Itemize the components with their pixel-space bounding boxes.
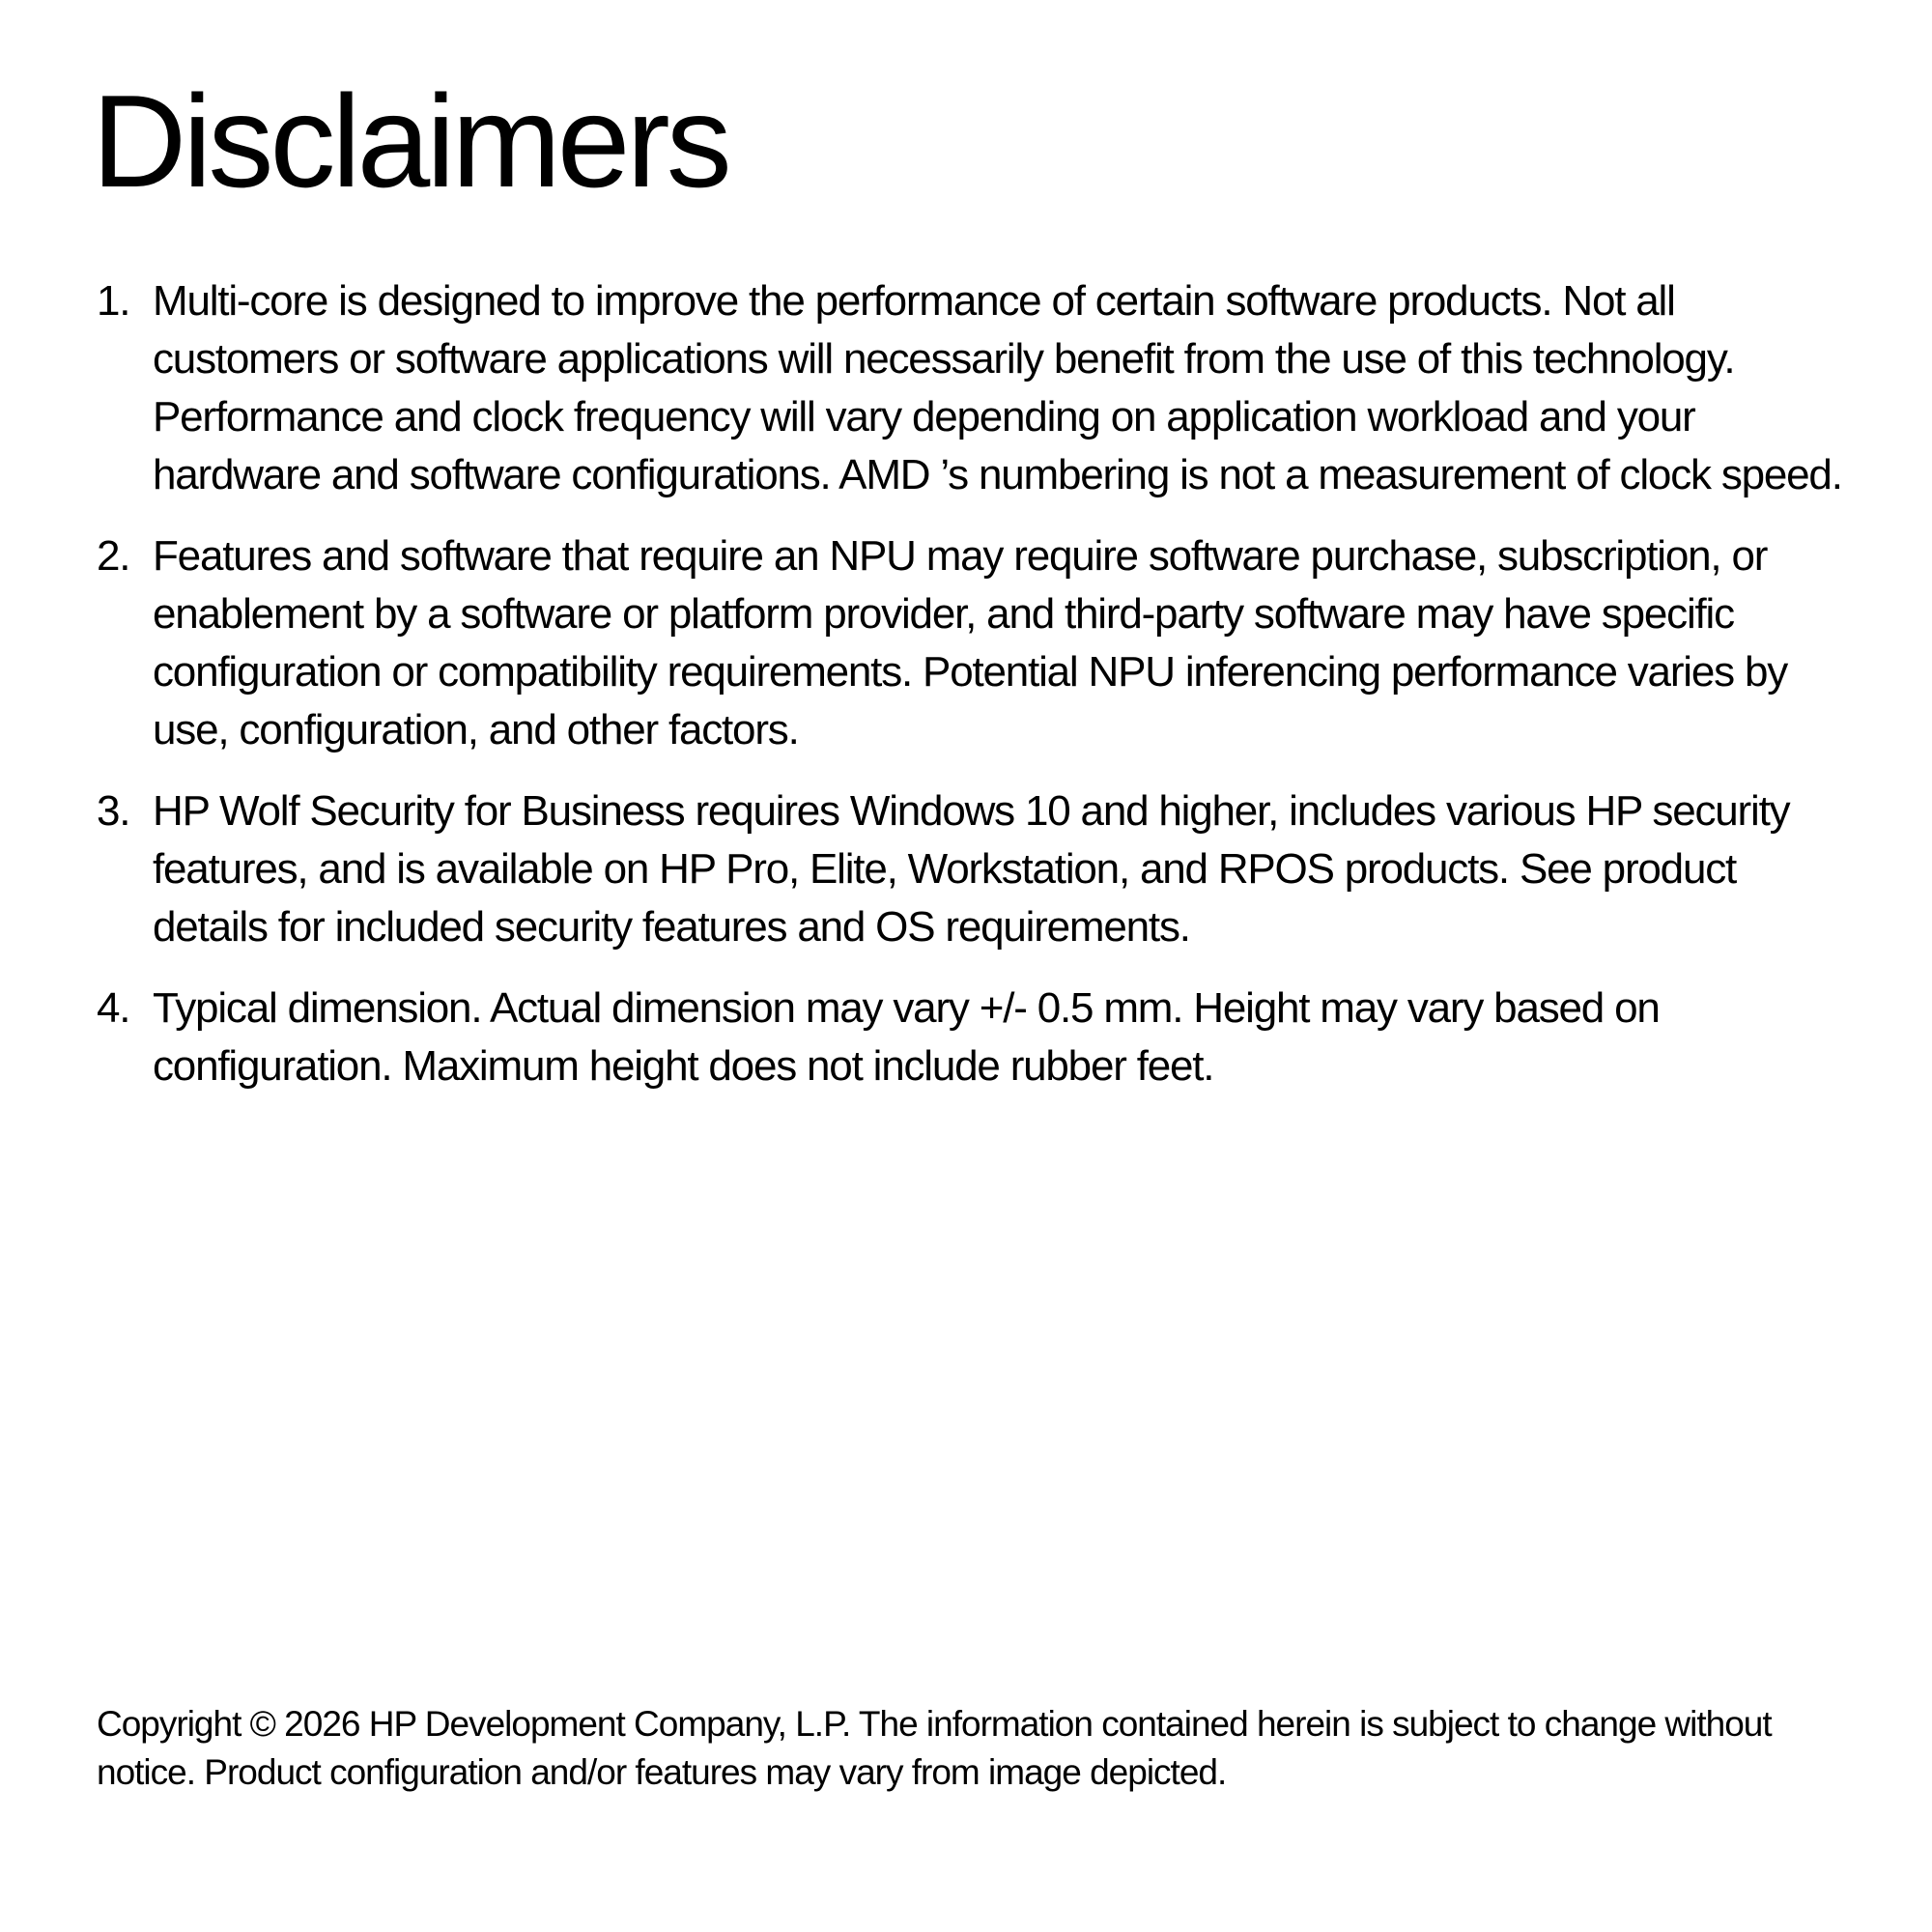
disclaimer-number: 3. [97,787,130,835]
disclaimer-text: Multi-core is designed to improve the performance of certain software products. Not all customers or software applications will necessarily benefit from the use of this technology. Performance and clock frequency will vary depending on application workload and your hardware and software configurations. AMD ’s numbering is not a measurement of clock speed. [153,277,1842,498]
disclaimer-number: 4. [97,984,130,1032]
disclaimer-text: Features and software that require an NPU may require software purchase, subscription, or enablement by a software or platform provider, and third-party software may have specific configuration or compatibility requirements. Potential NPU inferencing performance varies by use, configuration, and other factors. [153,532,1788,753]
disclaimer-item-1 [97,272,1842,504]
page-title: Disclaimers [92,68,728,214]
disclaimer-item-2 [97,527,1797,759]
disclaimer-number: 2. [97,532,130,580]
copyright-notice: Copyright © 2026 HP Development Company, L.P. The information contained herein is subject to change without notice. Product configuration and/or features may vary from image depicted. [97,1704,1772,1792]
disclaimer-number: 1. [97,277,130,325]
disclaimer-item-3 [97,782,1797,956]
disclaimer-list [97,272,1842,1119]
disclaimer-item-4 [97,980,1797,1095]
disclaimer-text: HP Wolf Security for Business requires Windows 10 and higher, includes various HP security features, and is available on HP Pro, Elite, Workstation, and RPOS products. See product details for included security features and OS requirements. [153,787,1790,951]
disclaimer-text: Typical dimension. Actual dimension may vary +/- 0.5 mm. Height may vary based on configuration. Maximum height does not include rubber feet. [153,984,1660,1090]
